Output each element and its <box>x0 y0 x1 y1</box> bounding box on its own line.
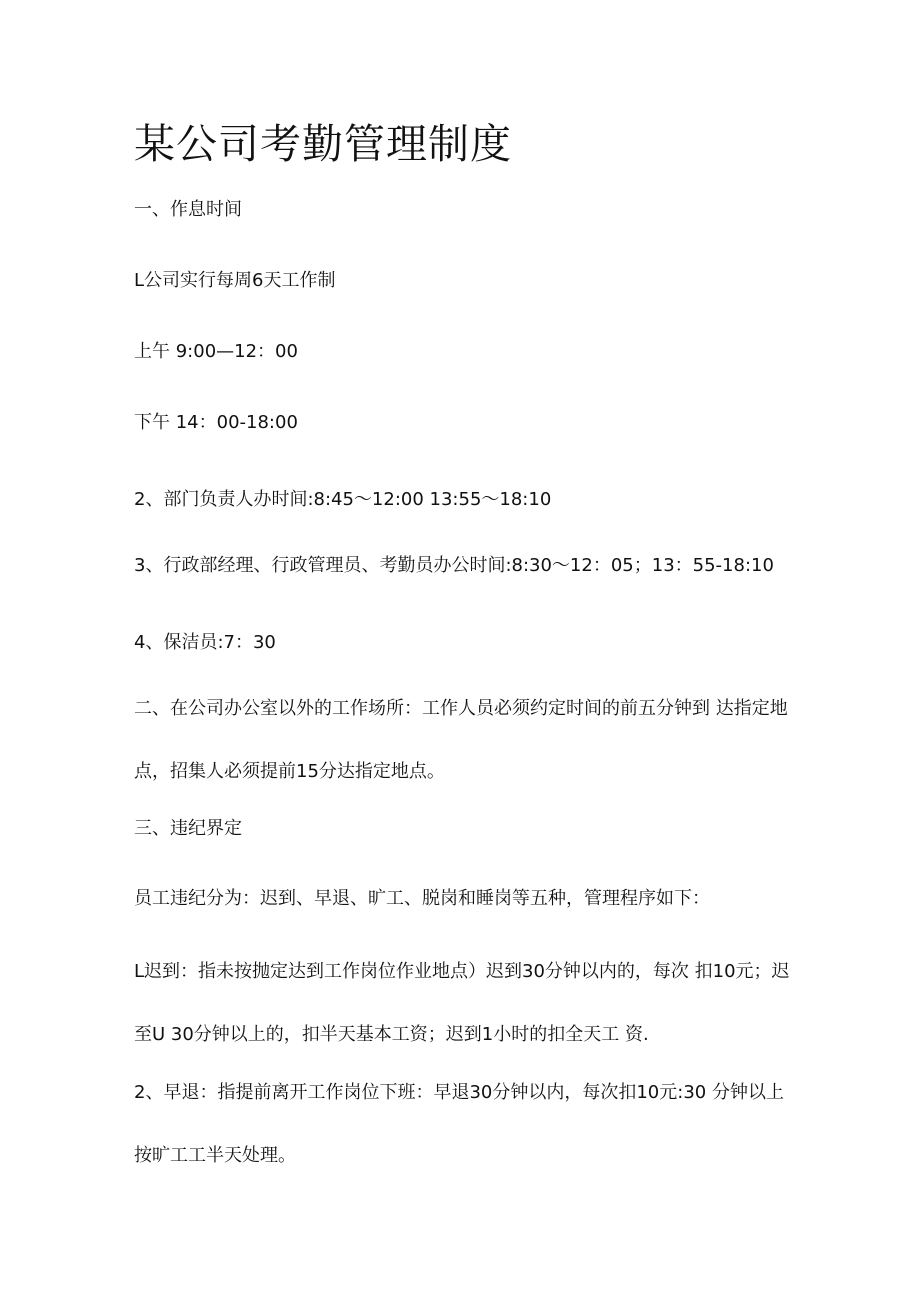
section-heading-work-hours: 一、作息时间 <box>134 199 242 220</box>
paragraph-work-week: L公司实行每周6天工作制 <box>134 270 336 291</box>
paragraph-late-arrival-rule: L迟到：指未按抛定达到工作岗位作业地点）迟到30分钟以内的，每次 扣10元；迟至U 30分钟以上的，扣半天基本工资；迟到1小时的扣全天工 资. <box>134 961 790 1045</box>
paragraph-afternoon-hours: 下午 14：00-18:00 <box>134 412 298 433</box>
paragraph-cleaner-hours: 4、保洁员:7：30 <box>134 632 276 653</box>
document-title: 某公司考勤管理制度 <box>134 120 512 168</box>
section-heading-offsite-work: 二、在公司办公室以外的工作场所：工作人员必须约定时间的前五分钟到 达指定地点，招集人必须提前15分达指定地点。 <box>134 698 788 782</box>
paragraph-admin-staff-hours: 3、行政部经理、行政管理员、考勤员办公时间:8:30～12：05；13：55-18:10 <box>134 555 774 576</box>
section-heading-violations: 三、违纪界定 <box>134 818 242 839</box>
paragraph-dept-head-hours: 2、部门负责人办时间:8:45～12:00 13:55～18:10 <box>134 489 552 510</box>
paragraph-violation-types: 员工违纪分为：迟到、早退、旷工、脱岗和睡岗等五种，管理程序如下： <box>134 888 710 909</box>
paragraph-morning-hours: 上午 9:00—12：00 <box>134 341 298 362</box>
paragraph-early-leave-rule: 2、早退：指提前离开工作岗位下班：早退30分钟以内，每次扣10元:30 分钟以上按旷工工半天处理。 <box>134 1082 784 1166</box>
